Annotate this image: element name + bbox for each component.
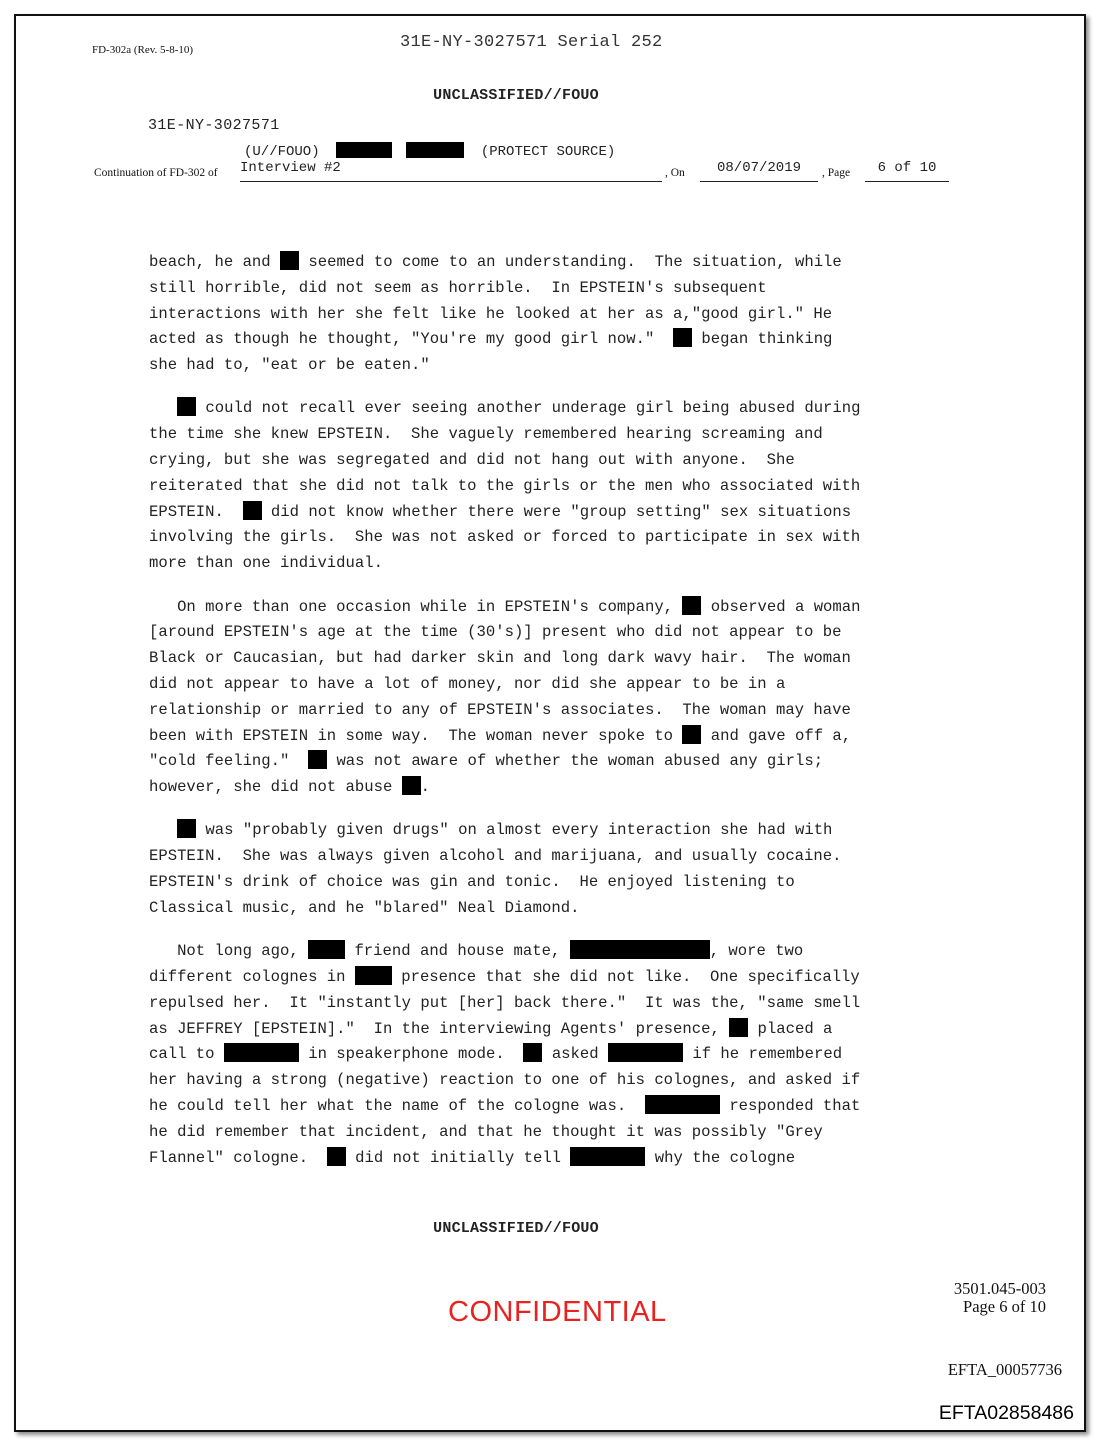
body-text: seemed to come to an understanding. The situation, while — [299, 253, 842, 271]
body-text: she had to, "eat or be eaten." — [149, 356, 430, 375]
body-text: reiterated that she did not talk to the girls or the men who associated with — [149, 476, 861, 495]
redaction-box — [308, 750, 327, 769]
redaction-box — [645, 1095, 720, 1114]
body-text: acted as though he thought, "You're my good girl now." — [149, 330, 674, 349]
body-text: EPSTEIN's drink of choice was gin and tonic. He enjoyed listening to — [149, 873, 795, 892]
body-text: placed a — [748, 1019, 833, 1038]
page-field: 6 of 10 — [865, 160, 949, 182]
body-text: friend and house mate, — [345, 942, 570, 961]
body-text: interactions with her she felt like he looked at her as a,"good girl." He — [149, 304, 833, 323]
redaction-box — [224, 1043, 299, 1062]
body-text: and gave off a, — [701, 726, 852, 745]
body-text: asked — [542, 1045, 608, 1064]
redaction-box — [682, 725, 701, 744]
body-text: why the cologne — [645, 1148, 796, 1167]
document-body — [149, 250, 959, 1189]
bates-number: 3501.045-003 — [953, 1279, 1046, 1298]
efta-number-2: EFTA02858486 — [938, 1402, 1074, 1424]
on-label: , On — [665, 167, 685, 179]
redaction-box — [336, 142, 392, 158]
body-text: Classical music, and he "blared" Neal Diamond. — [149, 898, 580, 917]
paragraph — [149, 250, 959, 379]
body-text: . — [420, 778, 431, 797]
body-text: was not aware of whether the woman abused any girls; — [327, 752, 824, 771]
form-id: FD-302a (Rev. 5-8-10) — [92, 44, 194, 56]
case-number: 31E-NY-3027571 — [148, 117, 280, 134]
redaction-box — [406, 142, 464, 158]
body-text: Flannel" cologne. — [149, 1148, 327, 1167]
body-text: observed a woman — [701, 597, 861, 616]
body-text: began thinking — [692, 330, 833, 349]
classification-footer: UNCLASSIFIED//FOUO — [433, 1220, 599, 1237]
body-text: Not long ago, — [149, 942, 309, 961]
redaction-box — [280, 251, 299, 270]
body-text: [around EPSTEIN's age at the time (30's)] present who did not appear to be — [149, 623, 842, 642]
classification-header: UNCLASSIFIED//FOUO — [433, 87, 599, 104]
confidential-stamp: CONFIDENTIAL — [448, 1296, 667, 1328]
redaction-box — [177, 819, 196, 838]
subject-suffix: (PROTECT SOURCE) — [480, 144, 616, 160]
body-text: EPSTEIN. — [149, 502, 243, 521]
body-text: different colognes in — [149, 967, 355, 986]
subject-prefix: (U//FOUO) — [244, 144, 320, 160]
redaction-box — [608, 1043, 683, 1062]
body-text — [149, 821, 177, 839]
body-text: been with EPSTEIN in some way. The woman never spoke to — [149, 726, 683, 745]
body-text: as JEFFREY [EPSTEIN]." In the interviewing Agents' presence, — [149, 1019, 730, 1038]
redaction-box — [673, 328, 692, 347]
paragraph — [149, 939, 959, 1171]
body-text: "cold feeling." — [149, 752, 309, 771]
body-text: in speakerphone mode. — [298, 1045, 524, 1064]
page-label: , Page — [822, 167, 851, 179]
continuation-label: Continuation of FD-302 of — [94, 167, 218, 179]
body-text: was "probably given drugs" on almost every interaction she had with — [196, 821, 833, 840]
body-text: however, she did not abuse — [149, 778, 402, 797]
bates-page: Page 6 of 10 — [963, 1297, 1046, 1316]
body-text: repulsed her. It "instantly put [her] back there." It was the, "same smell — [149, 993, 861, 1012]
redaction-box — [308, 940, 345, 959]
body-text: he could tell her what the name of the cologne was. — [149, 1096, 645, 1115]
efta-number-1: EFTA_00057736 — [947, 1360, 1062, 1379]
redaction-box — [682, 596, 701, 615]
subject-line — [244, 142, 615, 160]
redaction-box — [177, 397, 196, 416]
serial-number: 31E-NY-3027571 Serial 252 — [400, 33, 663, 52]
paragraph — [149, 396, 959, 577]
body-text: , wore two — [709, 942, 804, 961]
redaction-box — [729, 1018, 748, 1037]
body-text: responded that — [719, 1096, 861, 1115]
body-text: EPSTEIN. She was always given alcohol and marijuana, and usually cocaine. — [149, 847, 842, 866]
body-text: still horrible, did not seem as horrible. In EPSTEIN's subsequent — [149, 278, 767, 297]
redaction-box — [327, 1147, 346, 1166]
bates-reference — [900, 1280, 1046, 1316]
body-text: On more than one occasion while in EPSTEIN's company, — [149, 597, 683, 616]
body-text: her having a strong (negative) reaction to one of his colognes, and asked if — [149, 1071, 861, 1090]
redaction-box — [355, 966, 392, 985]
body-text: did not appear to have a lot of money, nor did she appear to be in a — [149, 674, 786, 693]
body-text: he did remember that incident, and that he thought it was possibly "Grey — [149, 1122, 823, 1141]
paragraph — [149, 818, 959, 921]
paragraph — [149, 595, 959, 801]
redaction-box — [402, 776, 421, 795]
body-text: more than one individual. — [149, 554, 383, 573]
redaction-box — [570, 940, 710, 959]
body-text: relationship or married to any of EPSTEIN's associates. The woman may have — [149, 700, 851, 719]
body-text: beach, he and — [149, 253, 281, 271]
body-text: call to — [149, 1045, 224, 1064]
date-field: 08/07/2019 — [700, 160, 818, 182]
body-text: the time she knew EPSTEIN. She vaguely remembered hearing screaming and — [149, 425, 823, 444]
body-text: could not recall ever seeing another underage girl being abused during — [196, 399, 861, 418]
redaction-box — [243, 501, 262, 520]
continuation-field: Interview #2 — [240, 160, 662, 182]
body-text — [149, 399, 177, 417]
body-text: did not initially tell — [345, 1148, 571, 1167]
body-text: involving the girls. She was not asked or forced to participate in sex with — [149, 528, 861, 547]
redaction-box — [570, 1147, 645, 1166]
redaction-box — [523, 1043, 542, 1062]
body-text: if he remembered — [682, 1045, 843, 1064]
body-text: Black or Caucasian, but had darker skin and long dark wavy hair. The woman — [149, 649, 851, 668]
body-text: presence that she did not like. One specifically — [391, 967, 860, 986]
body-text: did not know whether there were "group setting" sex situations — [261, 502, 852, 521]
body-text: crying, but she was segregated and did not hang out with anyone. She — [149, 451, 795, 470]
